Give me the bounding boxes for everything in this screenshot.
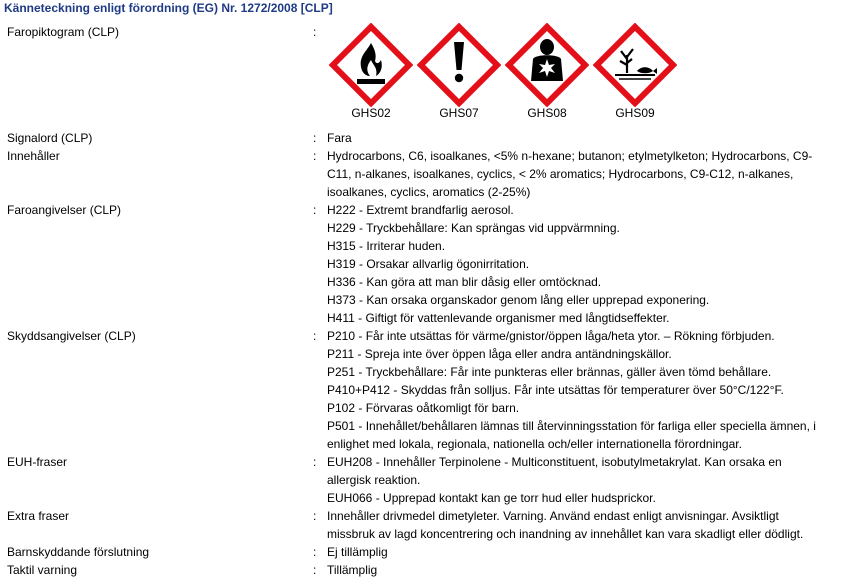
row-separator: :	[313, 25, 317, 39]
label-elements-table	[0, 23, 863, 579]
row-separator: :	[313, 203, 317, 217]
hazard-statement: H319 - Orsakar allvarlig ögonirritation.	[327, 257, 530, 271]
row-pictograms	[0, 23, 863, 129]
pictogram-code: GHS09	[615, 106, 655, 120]
precautionary-statements-value	[327, 327, 857, 453]
precautionary-statement: P251 - Tryckbehållare: Får inte punkteras eller brännas, gäller även tömd behållare.	[327, 365, 772, 379]
value-line: Ej tillämplig	[327, 545, 388, 559]
precautionary-statement: P410+P412 - Skyddas från solljus. Får inte utsättas för temperaturer över 50°C/122°F.	[327, 383, 784, 397]
row-separator: :	[313, 329, 317, 343]
row-label: Innehåller	[7, 149, 60, 163]
row-label: Skyddsangivelser (CLP)	[7, 329, 136, 343]
hazard-statement: H222 - Extremt brandfarlig aerosol.	[327, 203, 514, 217]
pictogram-code: GHS07	[439, 106, 479, 120]
row-label: Barnskyddande förslutning	[7, 545, 150, 559]
hazard-statement: H373 - Kan orsaka organskador genom lång eller upprepad exponering.	[327, 293, 710, 307]
hazard-statement: H229 - Tryckbehållare: Kan sprängas vid uppvärmning.	[327, 221, 620, 235]
row-euh-phrases	[0, 453, 863, 507]
row-contents	[0, 147, 863, 201]
precautionary-statement: enlighet med lokala, regionala, nationella och/eller internationella förordningar.	[327, 437, 742, 451]
exclamation-mark-icon	[417, 23, 501, 107]
row-tactile-warning	[0, 561, 863, 579]
row-precautionary-statements	[0, 327, 863, 453]
row-separator: :	[313, 455, 317, 469]
row-label: Taktil varning	[7, 563, 78, 577]
value-line: C11, n-alkanes, isoalkanes, cyclics, < 2% aromatics; Hydrocarbons, C9-C12, n-alkanes,	[327, 167, 794, 181]
row-extra-phrases	[0, 507, 863, 543]
precautionary-statement: P501 - Innehållet/behållaren lämnas till återvinningsstation för farliga eller speciella ämnen, i	[327, 419, 816, 433]
hazard-statement: H336 - Kan göra att man blir dåsig eller omtöcknad.	[327, 275, 602, 289]
row-separator: :	[313, 563, 317, 577]
row-label: EUH-fraser	[7, 455, 68, 469]
row-separator: :	[313, 149, 317, 163]
pictogram-ghs07	[416, 23, 502, 120]
health-hazard-icon	[505, 23, 589, 107]
row-label: Faropiktogram (CLP)	[7, 25, 120, 39]
hazard-statement: H315 - Irriterar huden.	[327, 239, 446, 253]
extra-phrases-value	[327, 507, 857, 543]
tactile-warning-value	[327, 561, 857, 579]
row-signal-word	[0, 129, 863, 147]
row-label: Signalord (CLP)	[7, 131, 93, 145]
child-resistant-value	[327, 543, 857, 561]
euh-phrases-value	[327, 453, 857, 507]
row-separator: :	[313, 131, 317, 145]
hazard-statements-value	[327, 201, 857, 327]
value-line: Hydrocarbons, C6, isoalkanes, <5% n-hexane; butanon; etylmetylketon; Hydrocarbons, C9-	[327, 149, 813, 163]
precautionary-statement: P210 - Får inte utsättas för värme/gnistor/öppen låga/heta ytor. – Rökning förbjuden.	[327, 329, 775, 343]
hazard-statement: H411 - Giftigt för vattenlevande organismer med långtidseffekter.	[327, 311, 670, 325]
precautionary-statement: P211 - Spreja inte över öppen låga eller andra antändningskällor.	[327, 347, 672, 361]
row-separator: :	[313, 509, 317, 523]
contents-value	[327, 147, 857, 201]
row-label: Extra fraser	[7, 509, 70, 523]
signal-word-value	[327, 129, 857, 147]
flame-icon	[329, 23, 413, 107]
row-child-resistant	[0, 543, 863, 561]
value-line: missbruk av lagd koncentrering och inandning av innehållet kan vara skadligt eller dödligt.	[327, 527, 804, 541]
row-separator: :	[313, 545, 317, 559]
euh-phrase: EUH208 - Innehåller Terpinolene - Multiconstituent, isobutylmetakrylat. Kan orsaka en	[327, 455, 782, 469]
section-title: Känneteckning enligt förordning (EG) Nr. 1272/2008 [CLP]	[4, 1, 333, 15]
pictogram-ghs09	[592, 23, 678, 120]
pictogram-code: GHS08	[527, 106, 567, 120]
pictogram-ghs02	[328, 23, 414, 120]
value-line: Innehåller drivmedel dimetyleter. Varning. Använd endast enligt anvisningar. Avsiktligt	[327, 509, 779, 523]
row-label: Faroangivelser (CLP)	[7, 203, 122, 217]
euh-phrase: allergisk reaktion.	[327, 473, 421, 487]
value-line: isoalkanes, cyclics, aromatics (2-25%)	[327, 185, 531, 199]
euh-phrase: EUH066 - Upprepad kontakt kan ge torr hud eller hudsprickor.	[327, 491, 656, 505]
environment-icon	[593, 23, 677, 107]
value-line: Tillämplig	[327, 563, 378, 577]
precautionary-statement: P102 - Förvaras oåtkomligt för barn.	[327, 401, 520, 415]
row-hazard-statements	[0, 201, 863, 327]
value-line: Fara	[327, 131, 352, 145]
pictogram-code: GHS02	[351, 106, 391, 120]
pictogram-ghs08	[504, 23, 590, 120]
